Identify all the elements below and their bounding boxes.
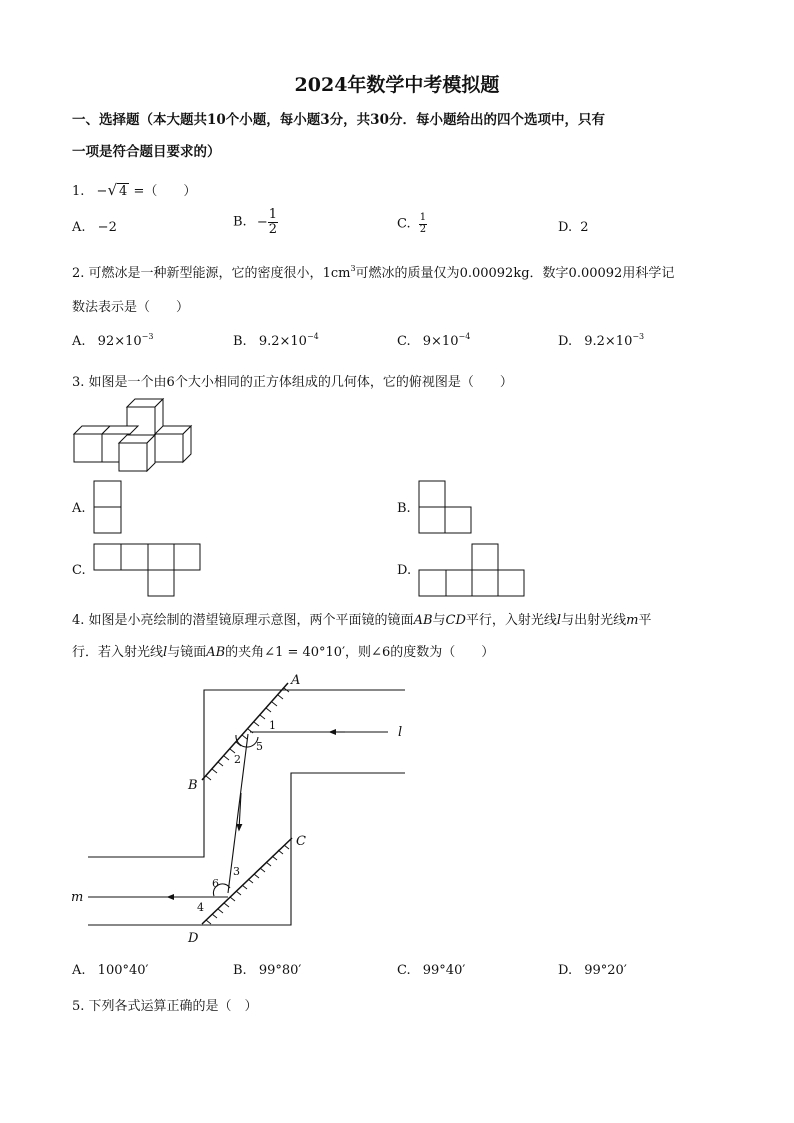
q2-option-a <box>72 334 153 349</box>
text-segment: 与出射光线 <box>561 613 627 628</box>
line-l: l <box>163 645 168 660</box>
text-segment: 可燃冰的质量仅为 <box>355 266 460 281</box>
angle-label-2: 2 <box>234 753 241 766</box>
option-text: 99°40′ <box>422 963 466 978</box>
radicand: 4 <box>119 184 128 199</box>
question-number: 4. <box>72 613 85 628</box>
question-2-line1 <box>72 262 674 281</box>
option-label: D. <box>558 220 573 235</box>
q1-option-b <box>233 208 278 236</box>
periscope-diagram <box>60 668 430 953</box>
label-m: m <box>71 890 84 905</box>
text-segment: 行．若入射光线 <box>72 645 164 660</box>
option-label: D. <box>558 963 573 978</box>
angle-label-6: 6 <box>212 877 219 890</box>
angle-expression: ∠1 = 40°10′ <box>264 645 346 660</box>
text-segment: ，则 <box>345 645 372 660</box>
text-segment: 可燃冰是一种新型能源，它的密度很小， <box>88 266 323 281</box>
option-text: 2 <box>580 220 589 235</box>
q3-option-c-figure <box>93 543 203 599</box>
label-d: D <box>188 931 199 946</box>
mass-value: 0.00092kg <box>459 266 530 281</box>
q2-option-c <box>397 334 470 349</box>
q4-option-d <box>558 963 627 978</box>
angle-6: ∠6 <box>371 645 391 660</box>
option-exponent: −3 <box>141 332 154 341</box>
q4-option-b <box>233 963 301 978</box>
angle-label-4: 4 <box>197 901 204 914</box>
option-base: 92×10 <box>97 334 142 349</box>
option-text: 99°80′ <box>258 963 302 978</box>
q1-option-c <box>397 213 427 235</box>
fraction-denominator: 2 <box>419 223 427 235</box>
q4-option-a <box>72 963 148 978</box>
text-segment: 用科学记 <box>622 266 675 281</box>
option-label: D. <box>558 334 573 349</box>
text-segment: ．数字 <box>529 266 569 281</box>
segment-cd: CD <box>445 613 466 628</box>
fraction-numerator: 1 <box>419 212 427 223</box>
q4-option-c <box>397 963 465 978</box>
text-segment: 与镜面 <box>167 645 207 660</box>
question-text: 下列各式运算正确的是（ ） <box>88 999 258 1014</box>
q2-option-d <box>558 334 644 349</box>
question-number: 5. <box>72 999 85 1014</box>
line-l: l <box>556 613 562 628</box>
option-label: C. <box>397 216 411 232</box>
option-base: 9.2×10 <box>258 334 307 349</box>
text-segment: 平 <box>638 613 652 628</box>
q3-option-a-label: A. <box>72 501 86 516</box>
question-number: 1. <box>72 184 85 199</box>
question-4-line2 <box>72 641 494 660</box>
q3-option-c-label: C. <box>72 563 86 578</box>
fraction-numerator: 1 <box>268 207 278 222</box>
superscript: 3 <box>350 264 356 273</box>
q1-option-d <box>558 220 589 235</box>
question-number: 3. <box>72 375 85 390</box>
question-5 <box>72 995 258 1014</box>
option-label: C. <box>397 963 411 978</box>
section-heading-line1: 一、选择题（本大题共10个小题，每小题3分，共30分．每小题给出的四个选项中，只有 <box>72 112 605 128</box>
option-text: 99°20′ <box>584 963 627 978</box>
section-heading-line2: 一项是符合题目要求的） <box>72 144 221 160</box>
option-label: B. <box>233 214 247 230</box>
angle-label-5: 5 <box>256 740 263 753</box>
q3-option-d-label: D. <box>397 563 412 578</box>
option-base: 9×10 <box>422 334 459 349</box>
option-label: B. <box>233 963 247 978</box>
q3-option-a-figure <box>93 480 123 536</box>
option-base: 9.2×10 <box>584 334 633 349</box>
question-number: 2. <box>72 266 85 281</box>
option-label: A. <box>72 963 86 978</box>
radical-icon: √ <box>107 181 118 199</box>
text-segment: 如图是小亮绘制的潜望镜原理示意图，两个平面镜的镜面 <box>88 613 414 628</box>
q1-option-a <box>72 220 117 235</box>
label-a: A <box>291 673 301 688</box>
text-segment: 与 <box>432 613 446 628</box>
number-value: 0.00092 <box>568 266 623 281</box>
page-title: 2024年数学中考模拟题 <box>294 74 500 96</box>
angle-label-1: 1 <box>269 719 276 732</box>
unit: 1cm <box>322 266 351 281</box>
option-exponent: −4 <box>458 332 471 341</box>
option-label: A. <box>72 334 86 349</box>
question-2-line2: 数法表示是（ ） <box>72 300 190 315</box>
text-segment: 平行，入射光线 <box>465 613 557 628</box>
label-c: C <box>296 834 306 849</box>
option-text: 100°40′ <box>97 963 149 978</box>
question-text: 如图是一个由6个大小相同的正方体组成的几何体，它的俯视图是（ ） <box>88 375 513 390</box>
option-exponent: −4 <box>306 332 319 341</box>
question-1 <box>72 180 196 199</box>
option-sign: − <box>256 214 268 230</box>
q2-option-b <box>233 334 319 349</box>
question-3 <box>72 371 513 390</box>
cube-solid-figure <box>72 398 194 472</box>
option-label: B. <box>233 334 247 349</box>
fraction-denominator: 2 <box>268 221 278 237</box>
q3-option-d-figure <box>418 543 528 599</box>
text-segment: 的夹角 <box>225 645 265 660</box>
text-segment: 的度数为（ ） <box>390 645 495 660</box>
q3-option-b-figure <box>418 480 474 536</box>
segment-ab: AB <box>413 613 433 628</box>
equals-blank: =（ ） <box>133 184 197 199</box>
segment-ab: AB <box>206 645 226 660</box>
question-4-line1 <box>72 609 651 628</box>
label-l: l <box>398 725 403 740</box>
option-label: A. <box>72 220 86 235</box>
label-b: B <box>188 778 198 793</box>
option-text: −2 <box>97 220 117 235</box>
option-exponent: −3 <box>632 332 645 341</box>
angle-label-3: 3 <box>233 865 240 878</box>
minus-sign: − <box>96 184 108 199</box>
option-label: C. <box>397 334 411 349</box>
q3-option-b-label: B. <box>397 501 411 516</box>
line-m: m <box>626 613 639 628</box>
